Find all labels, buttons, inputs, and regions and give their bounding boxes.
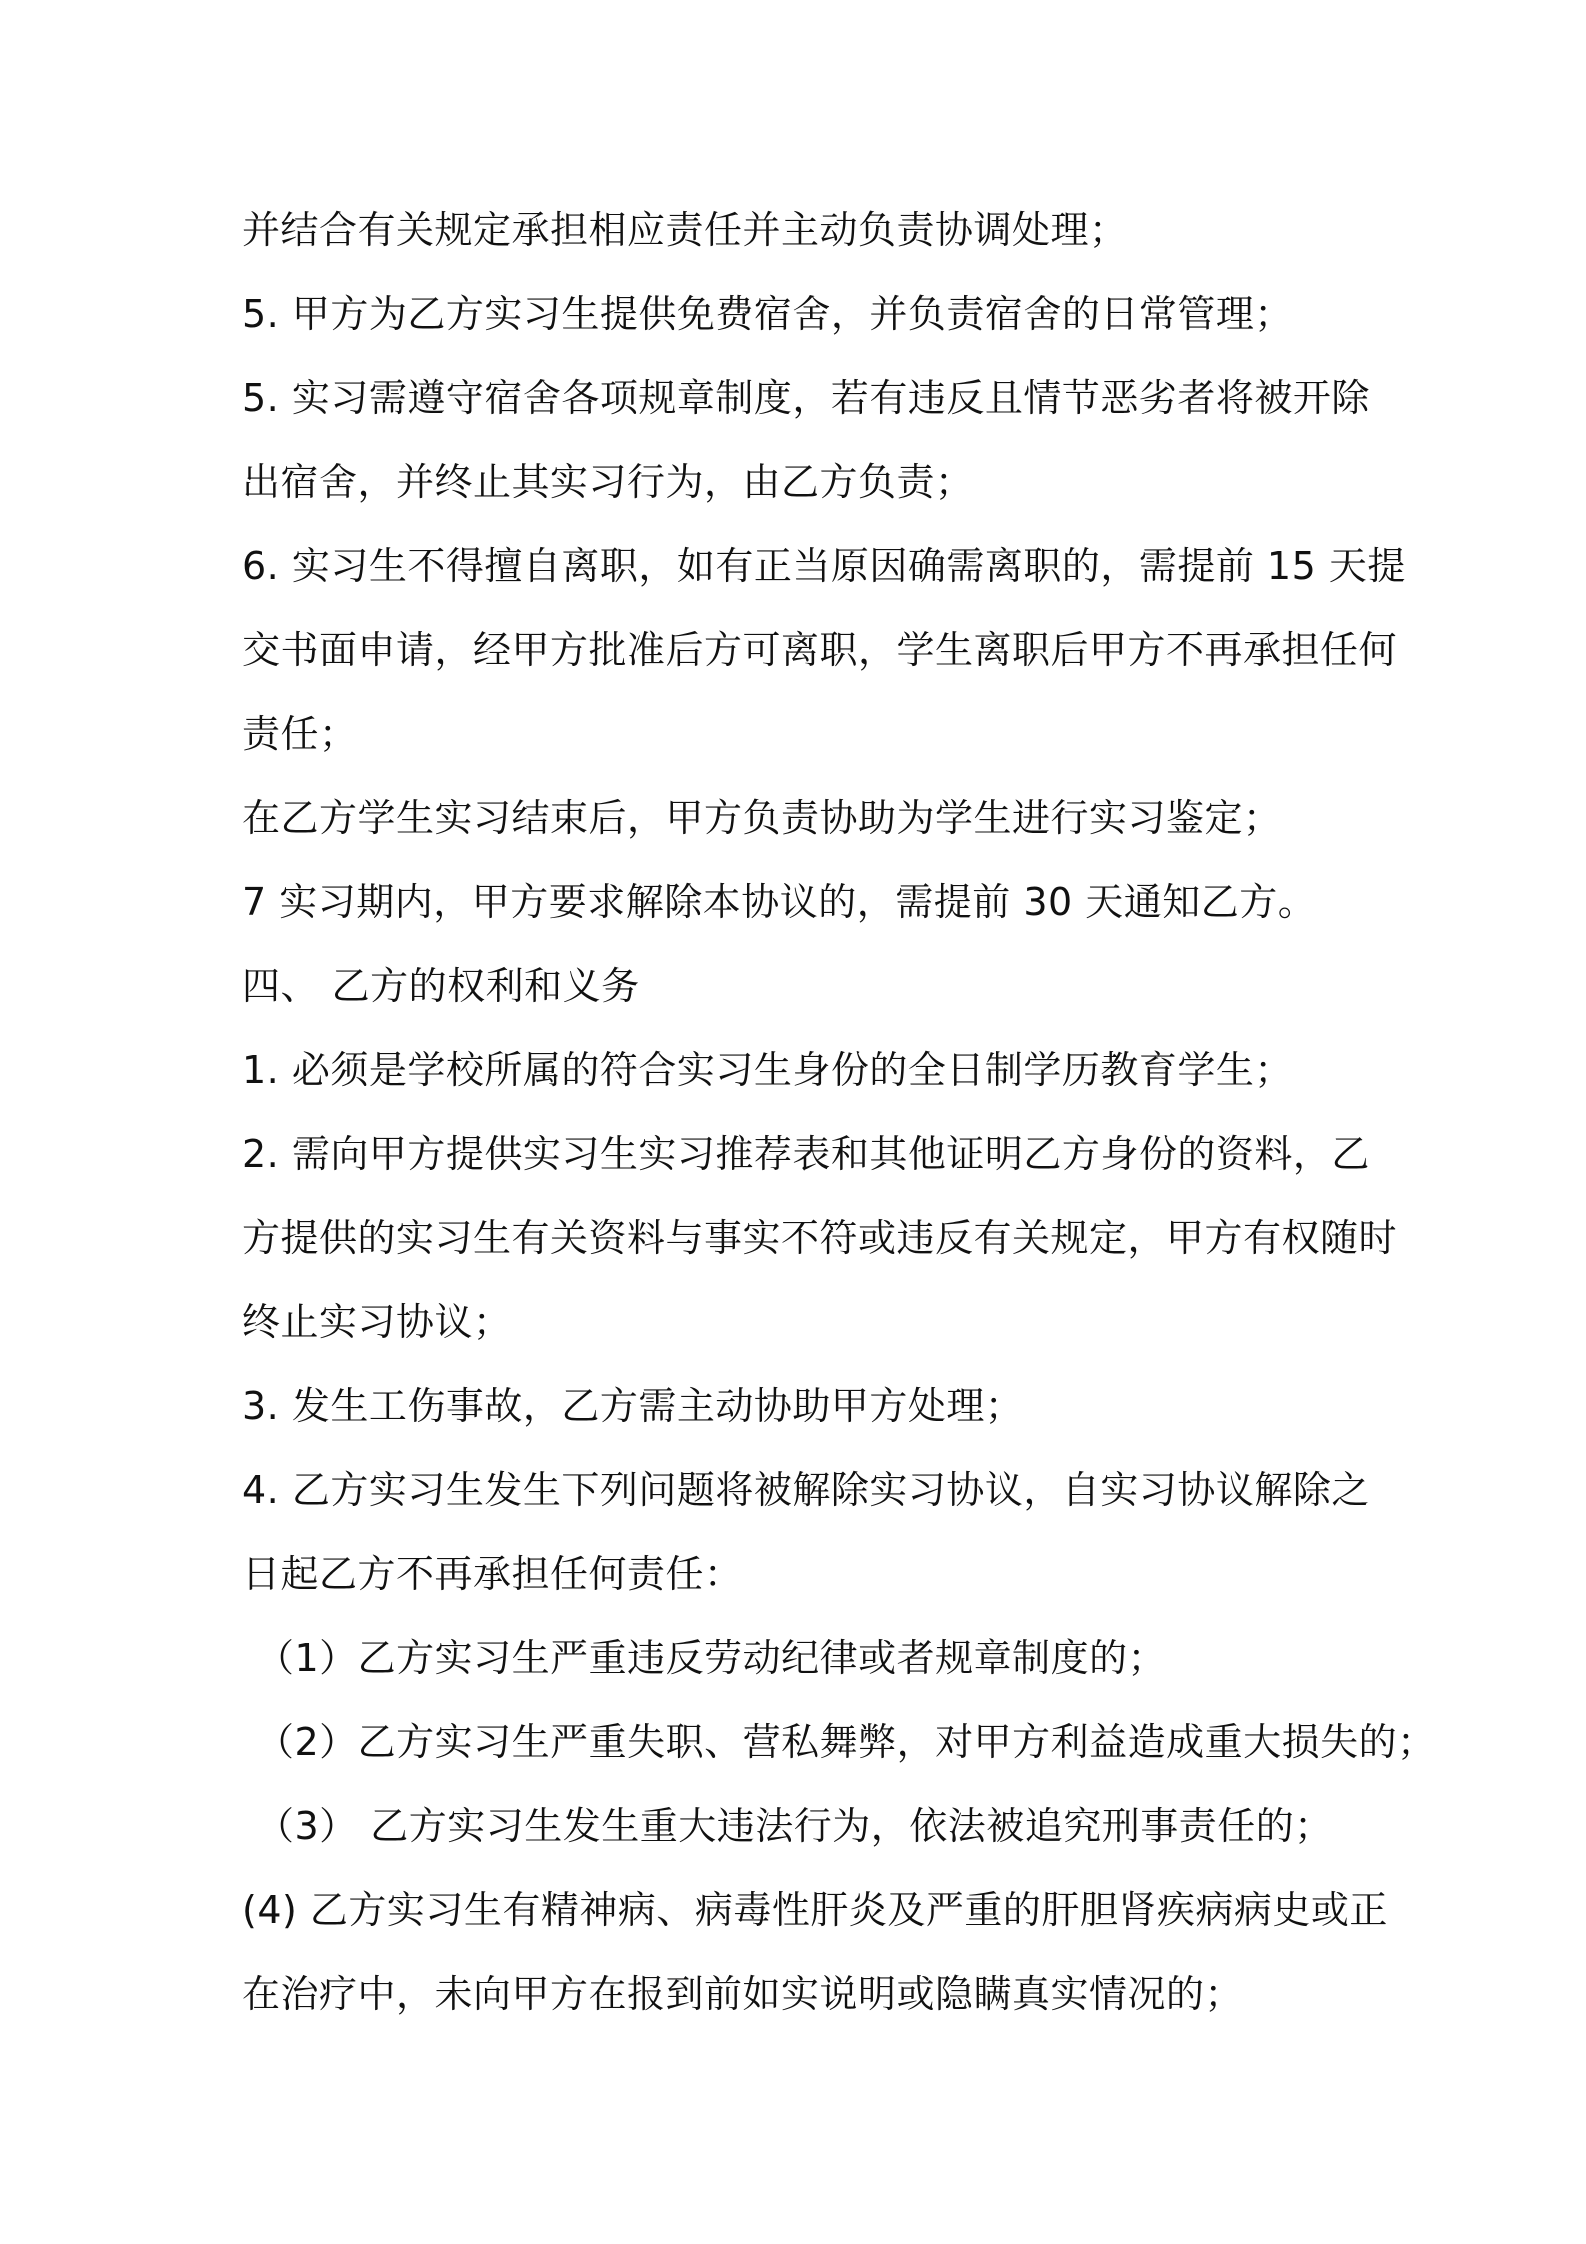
text-line: 并结合有关规定承担相应责任并主动负责协调处理； [242,208,1128,252]
text-line: 责任； [242,712,358,756]
sub-item-line: （2）乙方实习生严重失职、营私舞弊，对甲方利益造成重大损失的； [256,1720,1436,1764]
text-line: 3. 发生工伤事故，乙方需主动协助甲方处理； [242,1384,1024,1428]
sub-item-line: （3） 乙方实习生发生重大违法行为，依法被追究刑事责任的； [256,1804,1333,1848]
text-line: 日起乙方不再承担任何责任： [242,1552,743,1596]
text-line: 出宿舍，并终止其实习行为，由乙方负责； [242,460,974,504]
text-line: 5. 甲方为乙方实习生提供免费宿舍，并负责宿舍的日常管理； [242,292,1293,336]
text-line: 2. 需向甲方提供实习生实习推荐表和其他证明乙方身份的资料，乙 [242,1132,1370,1176]
sub-item-line: (4) 乙方实习生有精神病、病毒性肝炎及严重的肝胆肾疾病病史或正 [242,1888,1388,1932]
text-line: 在乙方学生实习结束后，甲方负责协助为学生进行实习鉴定； [242,796,1282,840]
text-line: 在治疗中，未向甲方在报到前如实说明或隐瞒真实情况的； [242,1972,1244,2016]
text-line: 6. 实习生不得擅自离职，如有正当原因确需离职的，需提前 15 天提 [242,544,1406,588]
section-heading: 四、 乙方的权利和义务 [242,964,640,1008]
text-line: 终止实习协议； [242,1300,512,1344]
text-line: 交书面申请，经甲方批准后方可离职，学生离职后甲方不再承担任何 [242,628,1398,672]
text-line: 7 实习期内，甲方要求解除本协议的，需提前 30 天通知乙方。 [242,880,1317,924]
text-line: 1. 必须是学校所属的符合实习生身份的全日制学历教育学生； [242,1048,1293,1092]
document-body [242,188,1436,2036]
sub-item-line: （1）乙方实习生严重违反劳动纪律或者规章制度的； [256,1636,1167,1680]
text-line: 5. 实习需遵守宿舍各项规章制度，若有违反且情节恶劣者将被开除 [242,376,1370,420]
text-line: 方提供的实习生有关资料与事实不符或违反有关规定，甲方有权随时 [242,1216,1398,1260]
text-line: 4. 乙方实习生发生下列问题将被解除实习协议，自实习协议解除之 [242,1468,1370,1512]
